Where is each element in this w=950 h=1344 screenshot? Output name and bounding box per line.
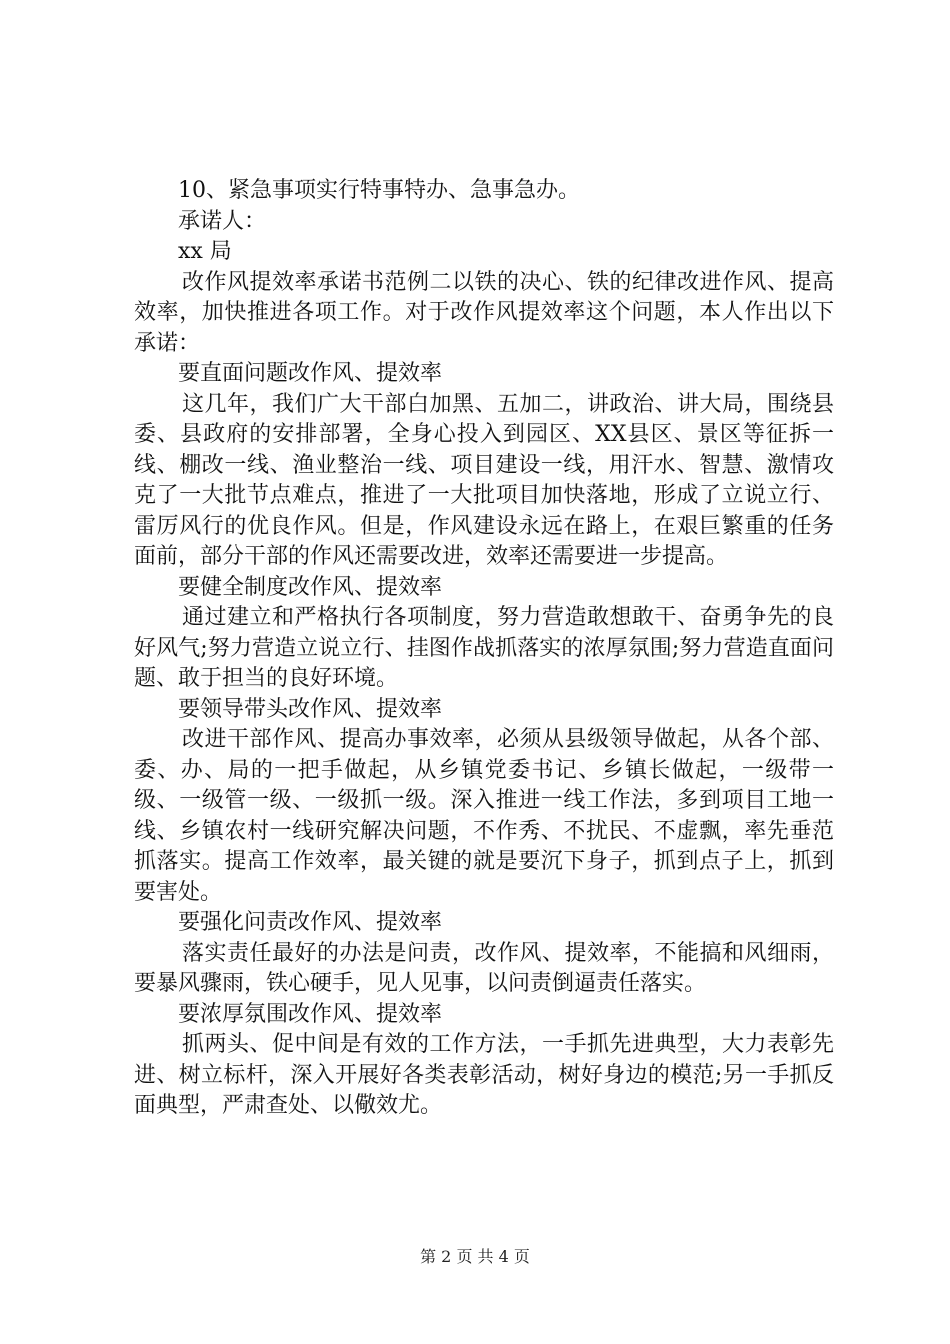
section-paragraph-5: 抓两头、促中间是有效的工作方法，一手抓先进典型，大力表彰先进、树立标杆，深入开展好各类表彰活动，树好身边的模范;另一手抓反面典型，严肃查处、以儆效尤。: [134, 1032, 834, 1118]
page-number: 第 2 页 共 4 页: [420, 1247, 530, 1266]
section-heading-2: 要健全制度改作风、提效率: [178, 574, 443, 600]
signatory-org: xx 局: [178, 239, 232, 264]
section-heading-4: 要强化问责改作风、提效率: [178, 910, 443, 935]
signatory-label: 承诺人：: [178, 208, 267, 234]
document-body: [134, 176, 834, 1122]
page-footer: [0, 1244, 950, 1267]
section-paragraph-3: 改进干部作风、提高办事效率，必须从县级领导做起，从各个部、委、办、局的一把手做起，从乡镇党委书记、乡镇长做起，一级带一级、一级管一级、一级抓一级。深入推进一线工作法，多到项目工地一线、乡镇农村一线研究解决问题，不作秀、不扰民、不虚飘，率先垂范抓落实。提高工作效率，最关键的就是要沉下身子，抓到点子上，抓到要害处。: [134, 727, 834, 905]
section-paragraph-2: 通过建立和严格执行各项制度，努力营造敢想敢干、奋勇争先的良好风气;努力营造立说立行、挂图作战抓落实的浓厚氛围;努力营造直面问题、敢于担当的良好环境。: [134, 605, 834, 691]
section-heading-3: 要领导带头改作风、提效率: [178, 696, 443, 722]
list-item-10: 10、紧急事项实行特事特办、急事急办。: [178, 178, 580, 203]
intro-paragraph: 改作风提效率承诺书范例二以铁的决心、铁的纪律改进作风、提高效率，加快推进各项工作。对于改作风提效率这个问题，本人作出以下承诺：: [134, 269, 834, 356]
section-heading-5: 要浓厚氛围改作风、提效率: [178, 1001, 443, 1027]
section-paragraph-1: 这几年，我们广大干部白加黑、五加二，讲政治、讲大局，围绕县委、县政府的安排部署，全身心投入到园区、XX县区、景区等征拆一线、棚改一线、渔业整治一线、项目建设一线，用汗水、智慧、激情攻克了一大批节点难点，推进了一大批项目加快落地，形成了立说立行、雷厉风行的优良作风。但是，作风建设永远在路上，在艰巨繁重的任务面前，部分干部的作风还需要改进，效率还需要进一步提高。: [134, 391, 834, 569]
section-paragraph-4: 落实责任最好的办法是问责，改作风、提效率，不能搞和风细雨，要暴风骤雨，铁心硬手，见人见事，以问责倒逼责任落实。: [134, 940, 834, 996]
section-heading-1: 要直面问题改作风、提效率: [178, 361, 443, 386]
